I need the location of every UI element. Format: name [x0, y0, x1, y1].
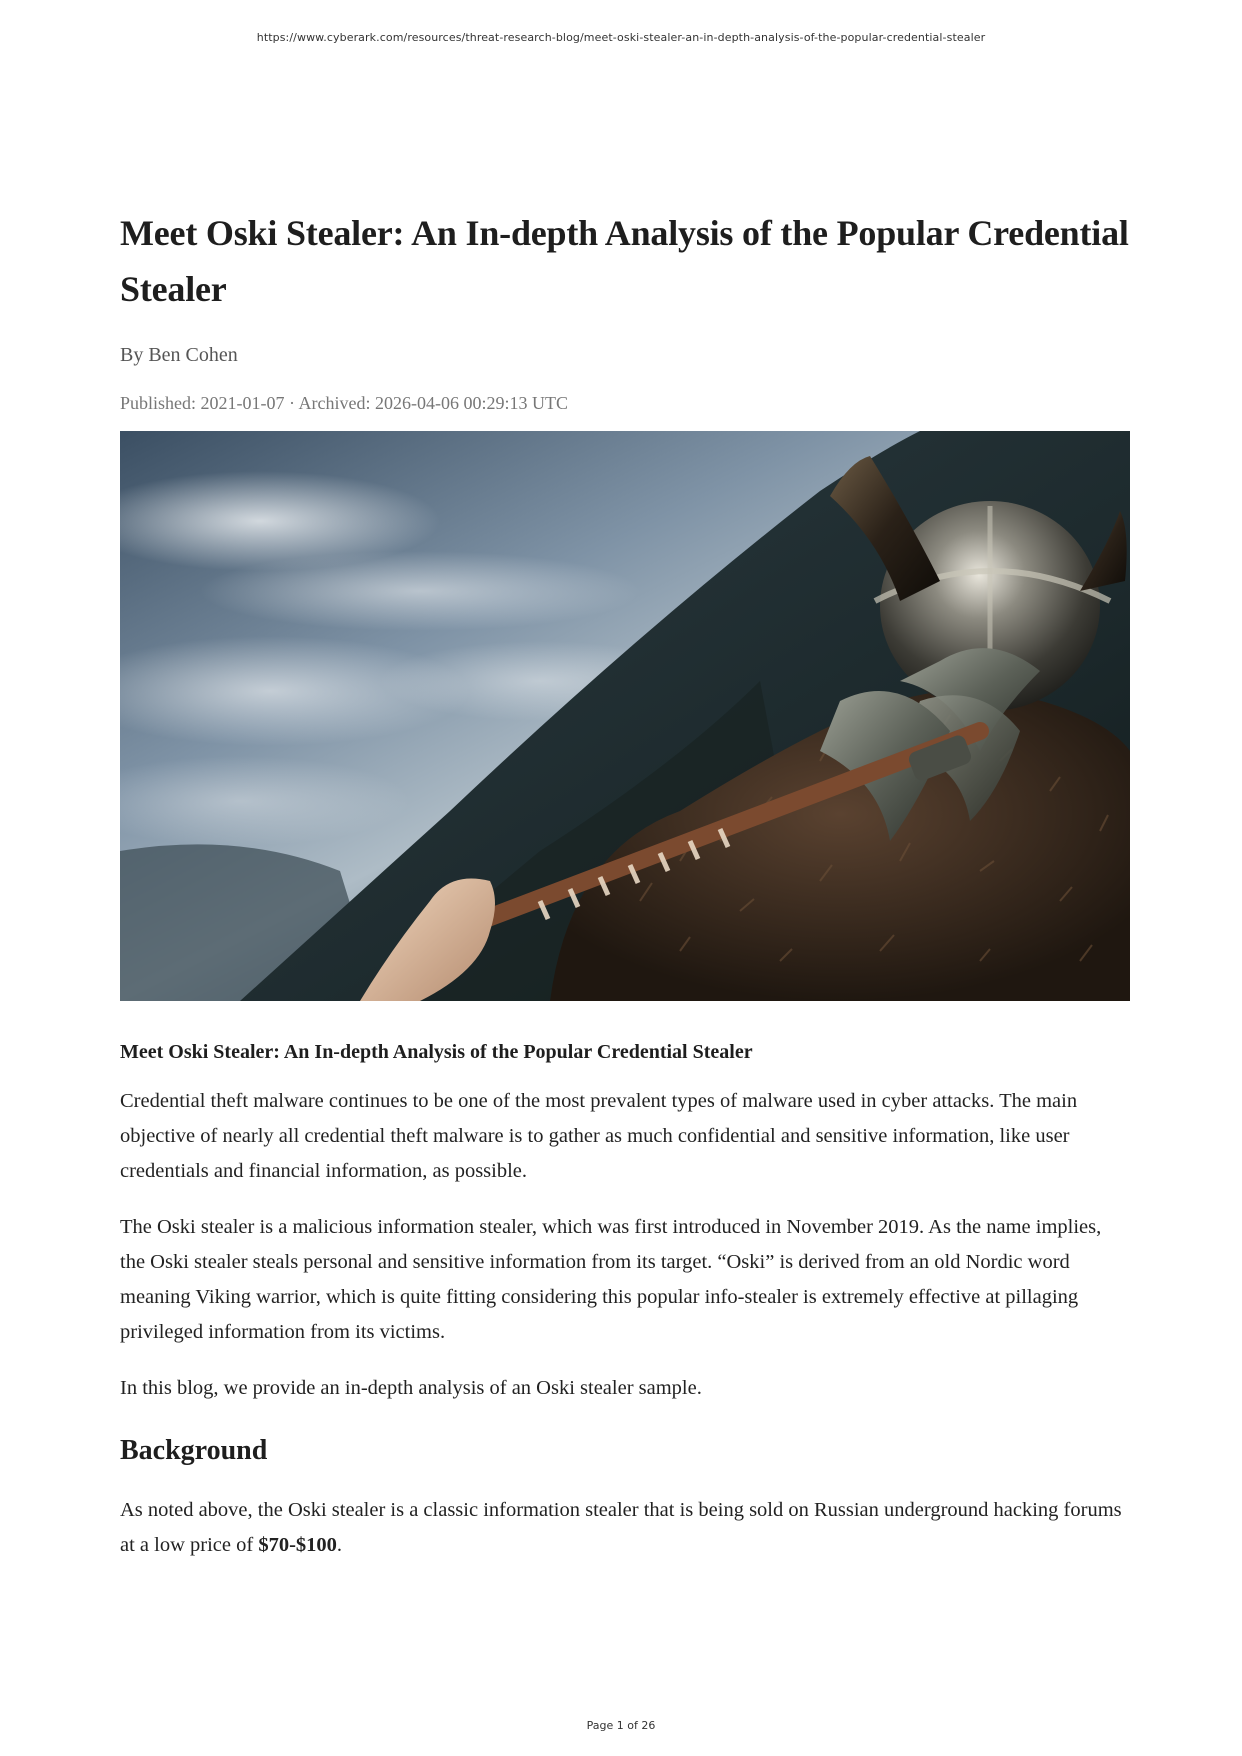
article-title: Meet Oski Stealer: An In-depth Analysis of the Popular Credential Stealer	[120, 213, 1129, 309]
page-url: https://www.cyberark.com/resources/threat-research-blog/meet-oski-stealer-an-in-depth-analysis-of-the-popular-credential-stealer	[256, 31, 986, 44]
publish-meta: Published: 2021-01-07 · Archived: 2026-04-06 00:29:13 UTC	[120, 393, 568, 413]
paragraph: The Oski stealer is a malicious information stealer, which was first introduced in November 2019. As the name implies, the Oski stealer steals personal and sensitive information from its target. “Oski” is derived from an old Nordic word meaning Viking warrior, which is quite fitting considering this popular info-stealer is extremely effective at pillaging privileged information from its victims.	[120, 1216, 1102, 1343]
article	[120, 205, 1130, 1563]
paragraph: Credential theft malware continues to be one of the most prevalent types of malware used in cyber attacks. The main objective of nearly all credential theft malware is to gather as much confidential and sensitive information, like user credentials and financial information, as possible.	[120, 1090, 1078, 1182]
paragraph: In this blog, we provide an in-depth analysis of an Oski stealer sample.	[120, 1377, 702, 1399]
image-caption: Meet Oski Stealer: An In-depth Analysis of the Popular Credential Stealer	[120, 1041, 753, 1063]
author-byline: By Ben Cohen	[120, 344, 238, 366]
background-text: As noted above, the Oski stealer is a classic information stealer that is being sold on Russian underground hacking forums at a low price of	[120, 1499, 1122, 1556]
background-paragraph	[120, 1493, 1130, 1563]
price-range: $70-$100	[258, 1534, 337, 1556]
page-number: Page 1 of 26	[586, 1719, 656, 1732]
viking-warrior-illustration	[120, 431, 1130, 1001]
section-heading: Background	[120, 1435, 268, 1466]
background-text-end: .	[336, 1534, 343, 1556]
hero-image	[120, 431, 1130, 1001]
